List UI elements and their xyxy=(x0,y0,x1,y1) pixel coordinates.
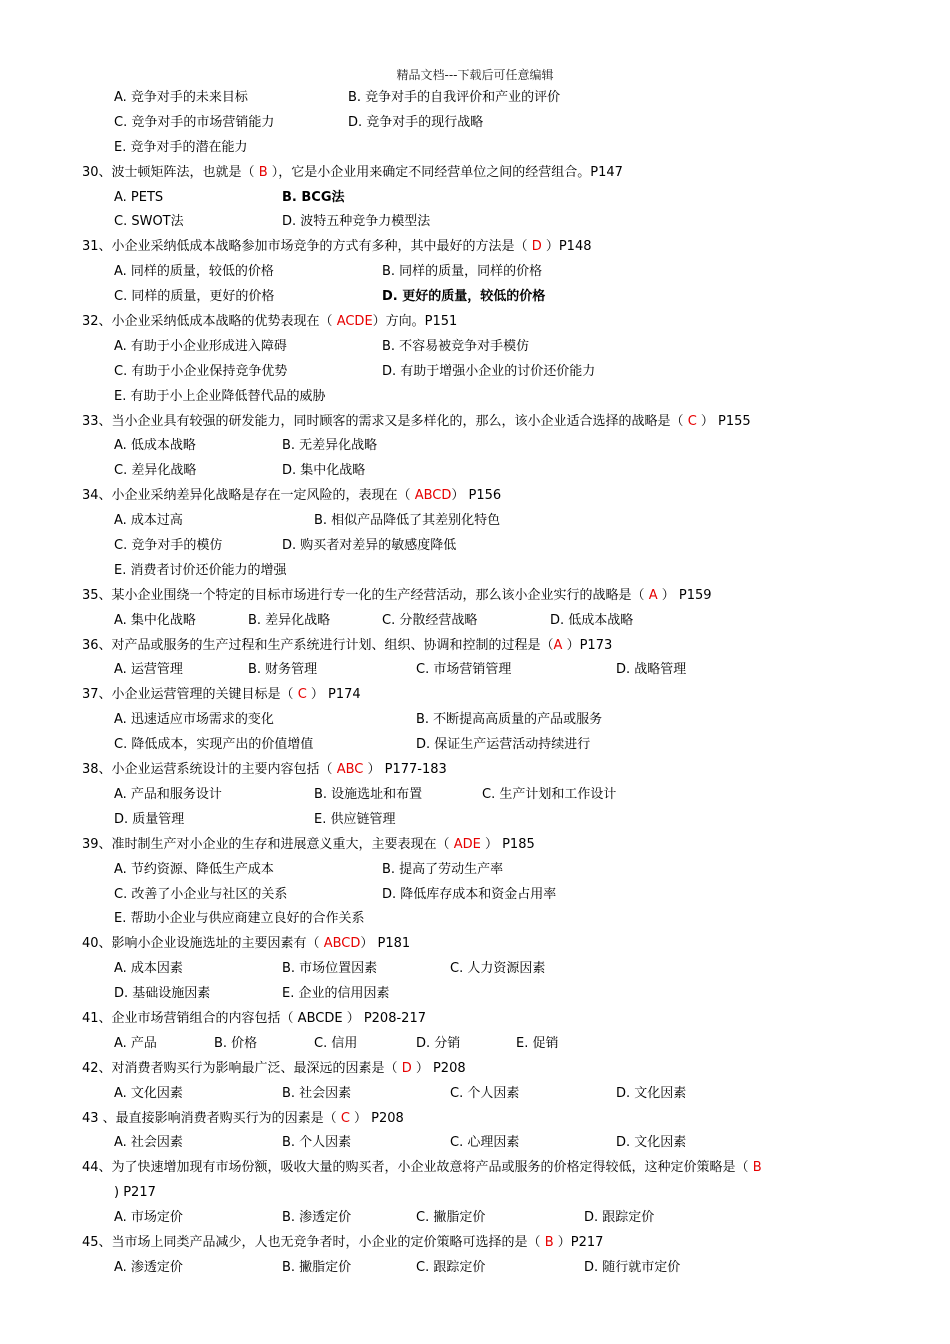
option-item: B. 价格 xyxy=(214,1035,258,1051)
question-text: 33、当小企业具有较强的研发能力，同时顾客的需求又是多样化的，那么，该小企业适合选择的战略是（ xyxy=(82,413,688,429)
question-text: 41、企业市场营销组合的内容包括（ ABCDE ） P208-217 xyxy=(82,1010,426,1026)
option-item: D. 购买者对差异的敏感度降低 xyxy=(282,538,457,554)
option-item: D. 更好的质量，较低的价格 xyxy=(382,289,546,305)
question-text-tail: ）P217 xyxy=(553,1234,604,1250)
question-text-tail: ） P181 xyxy=(360,936,411,952)
option-item: A. 迅速适应市场需求的变化 xyxy=(114,712,274,728)
option-item: C. 同样的质量，更好的价格 xyxy=(114,289,275,305)
question-text-tail: ） P208 xyxy=(411,1060,466,1076)
option-item: E. 竞争对手的潜在能力 xyxy=(114,139,248,155)
answer-mark: D xyxy=(531,239,542,255)
option-item: B. BCG法 xyxy=(282,189,345,205)
option-item: A. 有助于小企业形成进入障碍 xyxy=(114,338,287,354)
options-line xyxy=(82,907,862,932)
options-line xyxy=(82,335,862,360)
question-text: 38、小企业运营系统设计的主要内容包括（ xyxy=(82,762,337,778)
option-item: D. 波特五种竞争力模型法 xyxy=(282,214,431,230)
options-line xyxy=(82,658,862,683)
option-item: B. 差异化战略 xyxy=(248,612,331,628)
option-item: A. 产品和服务设计 xyxy=(114,786,222,802)
option-item: C. 有助于小企业保持竞争优势 xyxy=(114,363,288,379)
answer-mark: B xyxy=(752,1160,762,1176)
options-line xyxy=(82,858,862,883)
option-item: B. 设施选址和布置 xyxy=(314,786,423,802)
question-text-tail: ） P156 xyxy=(451,488,502,504)
option-item: C. SWOT法 xyxy=(114,214,184,230)
option-item: B. 撇脂定价 xyxy=(282,1259,352,1275)
option-item: D. 低成本战略 xyxy=(550,612,634,628)
options-line xyxy=(82,509,862,534)
question-text-tail: ） P177-183 xyxy=(363,762,447,778)
option-item: B. 个人因素 xyxy=(282,1135,352,1151)
question-text: 31、小企业采纳低成本战略参加市场竞争的方式有多种，其中最好的方法是（ xyxy=(82,239,532,255)
question-text: 30、波士顿矩阵法，也就是（ xyxy=(82,164,259,180)
options-line xyxy=(82,1256,862,1281)
question-text: 44、为了快速增加现有市场份额，吸收大量的购买者，小企业故意将产品或服务的价格定得较低，这种定价策略是（ xyxy=(82,1160,753,1176)
option-item: A. 运营管理 xyxy=(114,662,183,678)
answer-mark: C xyxy=(340,1110,350,1126)
options-line xyxy=(82,534,862,559)
page-header: 精品文档---下载后可任意编辑 xyxy=(396,68,554,82)
answer-mark: C xyxy=(687,413,697,429)
options-line xyxy=(82,136,862,161)
question-line xyxy=(82,1107,862,1132)
option-item: A. 节约资源、降低生产成本 xyxy=(114,861,274,877)
question-line xyxy=(82,484,862,509)
option-item: C. 跟踪定价 xyxy=(416,1259,486,1275)
question-line xyxy=(82,1156,862,1181)
option-item: E. 促销 xyxy=(516,1035,559,1051)
option-item: D. 有助于增强小企业的讨价还价能力 xyxy=(382,363,596,379)
answer-mark: ABCD xyxy=(323,936,361,952)
option-item: C. 竞争对手的市场营销能力 xyxy=(114,114,275,130)
option-item: E. 帮助小企业与供应商建立良好的合作关系 xyxy=(114,911,365,927)
option-item: C. 降低成本，实现产出的价值增值 xyxy=(114,737,314,753)
options-line xyxy=(82,434,862,459)
option-item: B. 社会因素 xyxy=(282,1085,352,1101)
option-item: D. 战略管理 xyxy=(616,662,687,678)
answer-mark: A xyxy=(648,587,658,603)
options-line xyxy=(82,385,862,410)
option-item: B. 不容易被竞争对手模仿 xyxy=(382,338,530,354)
option-item: C. 市场营销管理 xyxy=(416,662,512,678)
options-line xyxy=(82,1082,862,1107)
option-item: D. 文化因素 xyxy=(616,1085,687,1101)
question-line xyxy=(82,235,862,260)
option-item: A. 同样的质量，较低的价格 xyxy=(114,264,274,280)
option-item: A. 产品 xyxy=(114,1035,157,1051)
option-item: B. 同样的质量，同样的价格 xyxy=(382,264,543,280)
answer-mark: B xyxy=(258,164,268,180)
option-item: D. 质量管理 xyxy=(114,811,185,827)
options-line xyxy=(82,708,862,733)
question-text-tail: ） P159 xyxy=(657,587,712,603)
options-line xyxy=(82,1032,862,1057)
options-line xyxy=(82,111,862,136)
options-line xyxy=(82,883,862,908)
question-line xyxy=(82,161,862,186)
answer-mark: D xyxy=(401,1060,412,1076)
option-item: A. 集中化战略 xyxy=(114,612,196,628)
option-item: C. 差异化战略 xyxy=(114,463,197,479)
answer-mark: ABCD xyxy=(414,488,452,504)
option-item: E. 有助于小上企业降低替代品的威胁 xyxy=(114,388,326,404)
question-text: 36、对产品或服务的生产过程和生产系统进行计划、组织、协调和控制的过程是（ xyxy=(82,637,554,653)
options-line xyxy=(82,285,862,310)
option-item: A. 低成本战略 xyxy=(114,438,196,454)
options-line xyxy=(82,1206,862,1231)
option-item: D. 基础设施因素 xyxy=(114,986,211,1002)
question-text: 43 、最直接影响消费者购买行为的因素是（ xyxy=(82,1110,341,1126)
question-line xyxy=(82,584,862,609)
option-item: C. 信用 xyxy=(314,1035,358,1051)
option-item: C. 竞争对手的模仿 xyxy=(114,538,223,554)
option-item: A. 市场定价 xyxy=(114,1210,183,1226)
answer-mark: B xyxy=(544,1234,554,1250)
option-item: D. 跟踪定价 xyxy=(584,1210,655,1226)
option-item: B. 市场位置因素 xyxy=(282,961,378,977)
options-line xyxy=(82,86,862,111)
option-item: E. 企业的信用因素 xyxy=(282,986,390,1002)
question-text-tail: ）P173 xyxy=(562,637,613,653)
question-text: 42、对消费者购买行为影响最广泛、最深远的因素是（ xyxy=(82,1060,402,1076)
option-item: A. 成本因素 xyxy=(114,961,183,977)
answer-mark: ABC xyxy=(336,762,364,778)
option-item: C. 人力资源因素 xyxy=(450,961,546,977)
options-line xyxy=(82,733,862,758)
question-line xyxy=(82,932,862,957)
option-item: A. 文化因素 xyxy=(114,1085,183,1101)
option-item: B. 不断提高高质量的产品或服务 xyxy=(416,712,603,728)
option-item: D. 保证生产运营活动持续进行 xyxy=(416,737,591,753)
options-line xyxy=(82,559,862,584)
answer-mark: ADE xyxy=(453,836,481,852)
options-line xyxy=(82,808,862,833)
question-text-tail: ），它是小企业用来确定不同经营单位之间的经营组合。P147 xyxy=(267,164,623,180)
option-item: B. 无差异化战略 xyxy=(282,438,378,454)
question-text-tail: ）方向。P151 xyxy=(372,314,458,330)
question-text: 45、当市场上同类产品减少，人也无竞争者时，小企业的定价策略可选择的是（ xyxy=(82,1234,545,1250)
option-item: A. 竞争对手的未来目标 xyxy=(114,90,248,105)
option-item: D. 分销 xyxy=(416,1035,461,1051)
question-text: 35、某小企业围绕一个特定的目标市场进行专一化的生产经营活动，那么该小企业实行的战略是（ xyxy=(82,587,649,603)
question-line xyxy=(82,1231,862,1256)
options-line xyxy=(82,186,862,211)
answer-mark: ACDE xyxy=(336,314,373,330)
question-line xyxy=(82,833,862,858)
option-item: D. 竞争对手的现行战略 xyxy=(348,114,484,130)
options-line xyxy=(82,609,862,634)
question-text: 40、影响小企业设施选址的主要因素有（ xyxy=(82,936,324,952)
question-text-tail: ） P185 xyxy=(480,836,535,852)
options-line xyxy=(82,459,862,484)
option-item: A. PETS xyxy=(114,189,164,205)
question-text: 34、小企业采纳差异化战略是存在一定风险的，表现在（ xyxy=(82,488,415,504)
options-line xyxy=(82,210,862,235)
answer-mark: C xyxy=(297,687,307,703)
question-line xyxy=(82,634,862,659)
option-item: C. 改善了小企业与社区的关系 xyxy=(114,886,288,902)
option-item: C. 分散经营战略 xyxy=(382,612,478,628)
option-item: C. 撇脂定价 xyxy=(416,1210,486,1226)
option-item: C. 心理因素 xyxy=(450,1135,520,1151)
question-continuation: ) P217 xyxy=(114,1185,156,1201)
option-item: E. 供应链管理 xyxy=(314,811,396,827)
question-text: 32、小企业采纳低成本战略的优势表现在（ xyxy=(82,314,337,330)
options-line xyxy=(82,360,862,385)
option-item: E. 消费者讨价还价能力的增强 xyxy=(114,562,287,578)
options-line xyxy=(82,1131,862,1156)
option-item: D. 随行就市定价 xyxy=(584,1259,681,1275)
option-item: B. 财务管理 xyxy=(248,662,318,678)
option-item: D. 文化因素 xyxy=(616,1135,687,1151)
option-item: A. 社会因素 xyxy=(114,1135,183,1151)
question-line xyxy=(82,310,862,335)
option-item: B. 竞争对手的自我评价和产业的评价 xyxy=(348,90,561,105)
answer-mark: A xyxy=(553,637,563,653)
question-line xyxy=(82,1007,862,1032)
options-line xyxy=(82,957,862,982)
question-text-tail: ） P208 xyxy=(349,1110,404,1126)
option-item: B. 相似产品降低了其差别化特色 xyxy=(314,513,501,529)
question-list xyxy=(82,86,862,1281)
question-text-tail: ） P155 xyxy=(696,413,751,429)
option-item: B. 提高了劳动生产率 xyxy=(382,861,504,877)
option-item: C. 个人因素 xyxy=(450,1085,520,1101)
question-text: 37、小企业运营管理的关键目标是（ xyxy=(82,687,298,703)
options-line xyxy=(82,260,862,285)
option-item: A. 渗透定价 xyxy=(114,1259,183,1275)
question-text-tail: ） P174 xyxy=(306,687,361,703)
option-item: D. 集中化战略 xyxy=(282,463,366,479)
question-line xyxy=(82,1057,862,1082)
question-line xyxy=(82,758,862,783)
option-item: D. 降低库存成本和资金占用率 xyxy=(382,886,557,902)
option-item: A. 成本过高 xyxy=(114,513,183,529)
option-item: C. 生产计划和工作设计 xyxy=(482,786,617,802)
question-line xyxy=(82,410,862,435)
option-item: B. 渗透定价 xyxy=(282,1210,352,1226)
question-line xyxy=(82,683,862,708)
question-text: 39、准时制生产对小企业的生存和进展意义重大，主要表现在（ xyxy=(82,836,454,852)
question-text-tail: ）P148 xyxy=(541,239,592,255)
options-line xyxy=(82,783,862,808)
options-line xyxy=(82,982,862,1007)
